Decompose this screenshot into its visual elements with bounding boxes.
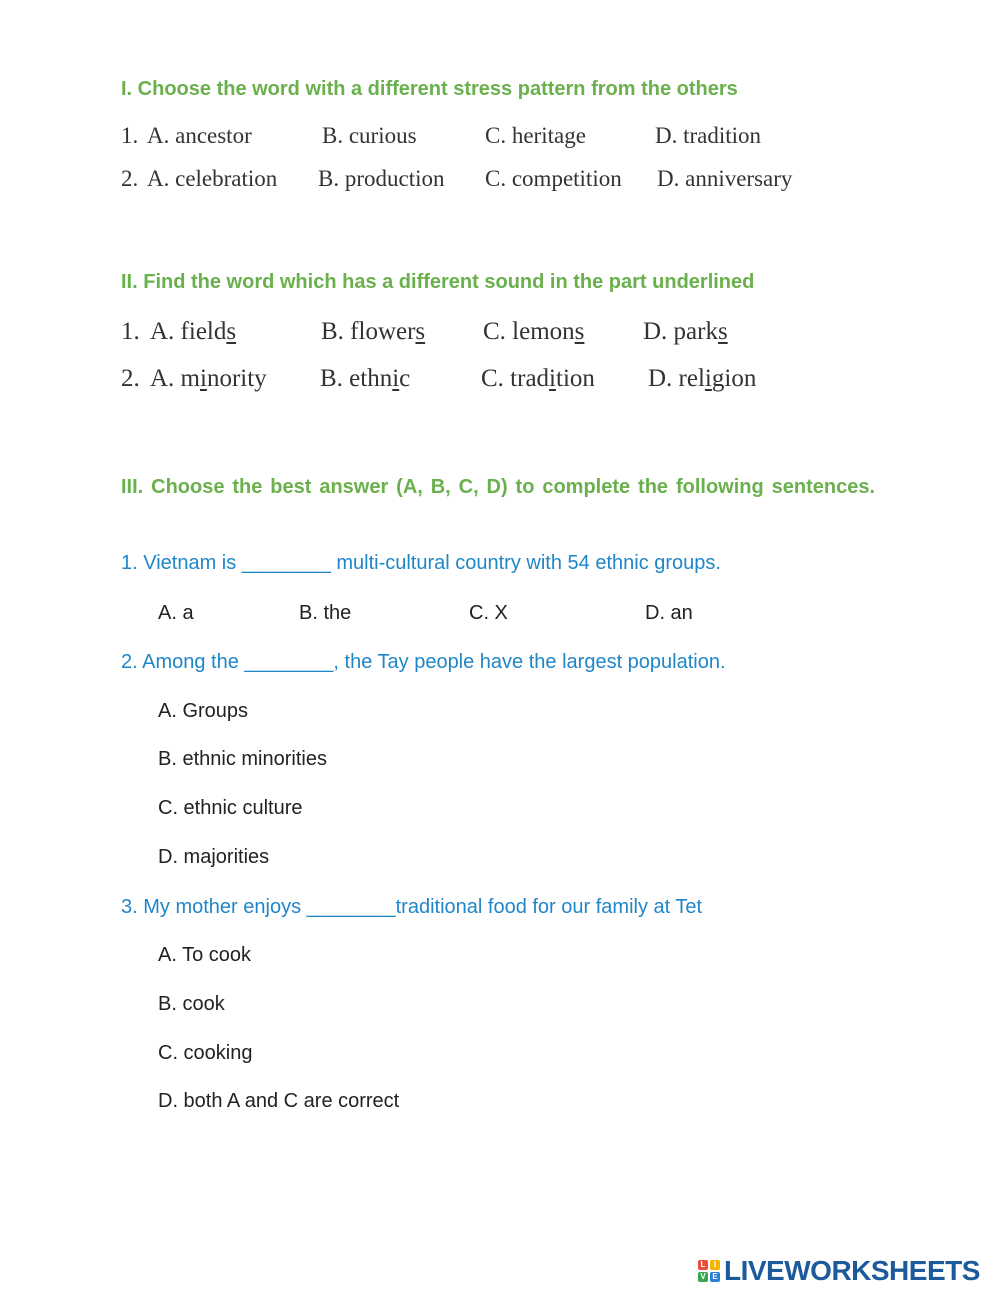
section3-heading: III. Choose the best answer (A, B, C, D) to complete the following sentences. (121, 476, 875, 498)
section1-row1-num: 1. (121, 123, 139, 148)
question-2-text: 2. Among the ________, the Tay people have the largest population. (121, 651, 726, 673)
section2-row1-option-b: B. flowers (321, 318, 426, 345)
question-3-option-c[interactable]: C. cooking (158, 1042, 253, 1064)
section1-row2-option-b: B. production (318, 166, 445, 191)
section1-row1-option-a: A. ancestor (147, 123, 252, 148)
logo-tile-v: V (698, 1272, 708, 1282)
section2-row2-option-b: B. ethnic (320, 365, 411, 392)
section2-row1-num: 1. (121, 318, 140, 345)
section2-row2-num: 2. (121, 365, 140, 392)
question-3-option-a[interactable]: A. To cook (158, 944, 252, 966)
section2-row1-option-a: A. fields (150, 318, 237, 345)
section1-row2-num: 2. (121, 166, 139, 191)
section1-row1-option-d: D. tradition (655, 123, 762, 148)
question-1-text: 1. Vietnam is ________ multi-cultural country with 54 ethnic groups. (121, 552, 721, 574)
logo-tile-l: L (698, 1260, 708, 1270)
question-1-option-c[interactable]: C. X (469, 602, 508, 624)
section2-row2-option-d: D. religion (648, 365, 757, 392)
section2-heading: II. Find the word which has a different sound in the part underlined (121, 271, 755, 293)
question-2-option-a[interactable]: A. Groups (158, 700, 249, 722)
section1-row1-option-c: C. heritage (485, 123, 586, 148)
section1-heading: I. Choose the word with a different stress pattern from the others (121, 78, 738, 100)
section2-row2-option-a: A. minority (150, 365, 267, 392)
question-2-option-b[interactable]: B. ethnic minorities (158, 748, 327, 770)
question-3-text: 3. My mother enjoys ________traditional food for our family at Tet (121, 896, 703, 918)
question-1-option-b[interactable]: B. the (299, 602, 352, 624)
section1-row1-option-b: B. curious (322, 123, 417, 148)
logo-tile-e: E (710, 1272, 720, 1282)
logo-icon (698, 1260, 720, 1282)
question-2-option-d[interactable]: D. majorities (158, 846, 270, 868)
liveworksheets-logo (698, 1255, 980, 1287)
section1-row2-option-d: D. anniversary (657, 166, 793, 191)
section2-row1-option-d: D. parks (643, 318, 728, 345)
section2-row1-option-c: C. lemons (483, 318, 585, 345)
question-1-option-a[interactable]: A. a (158, 602, 194, 624)
section2-row2-option-c: C. tradition (481, 365, 595, 392)
question-1-option-d[interactable]: D. an (645, 602, 693, 624)
question-3-option-b[interactable]: B. cook (158, 993, 225, 1015)
question-3-option-d[interactable]: D. both A and C are correct (158, 1090, 400, 1112)
logo-text: LIVEWORKSHEETS (724, 1255, 980, 1286)
question-2-option-c[interactable]: C. ethnic culture (158, 797, 303, 819)
section1-row2-option-c: C. competition (485, 166, 622, 191)
logo-tile-i: I (710, 1260, 720, 1270)
section1-row2-option-a: A. celebration (147, 166, 278, 191)
